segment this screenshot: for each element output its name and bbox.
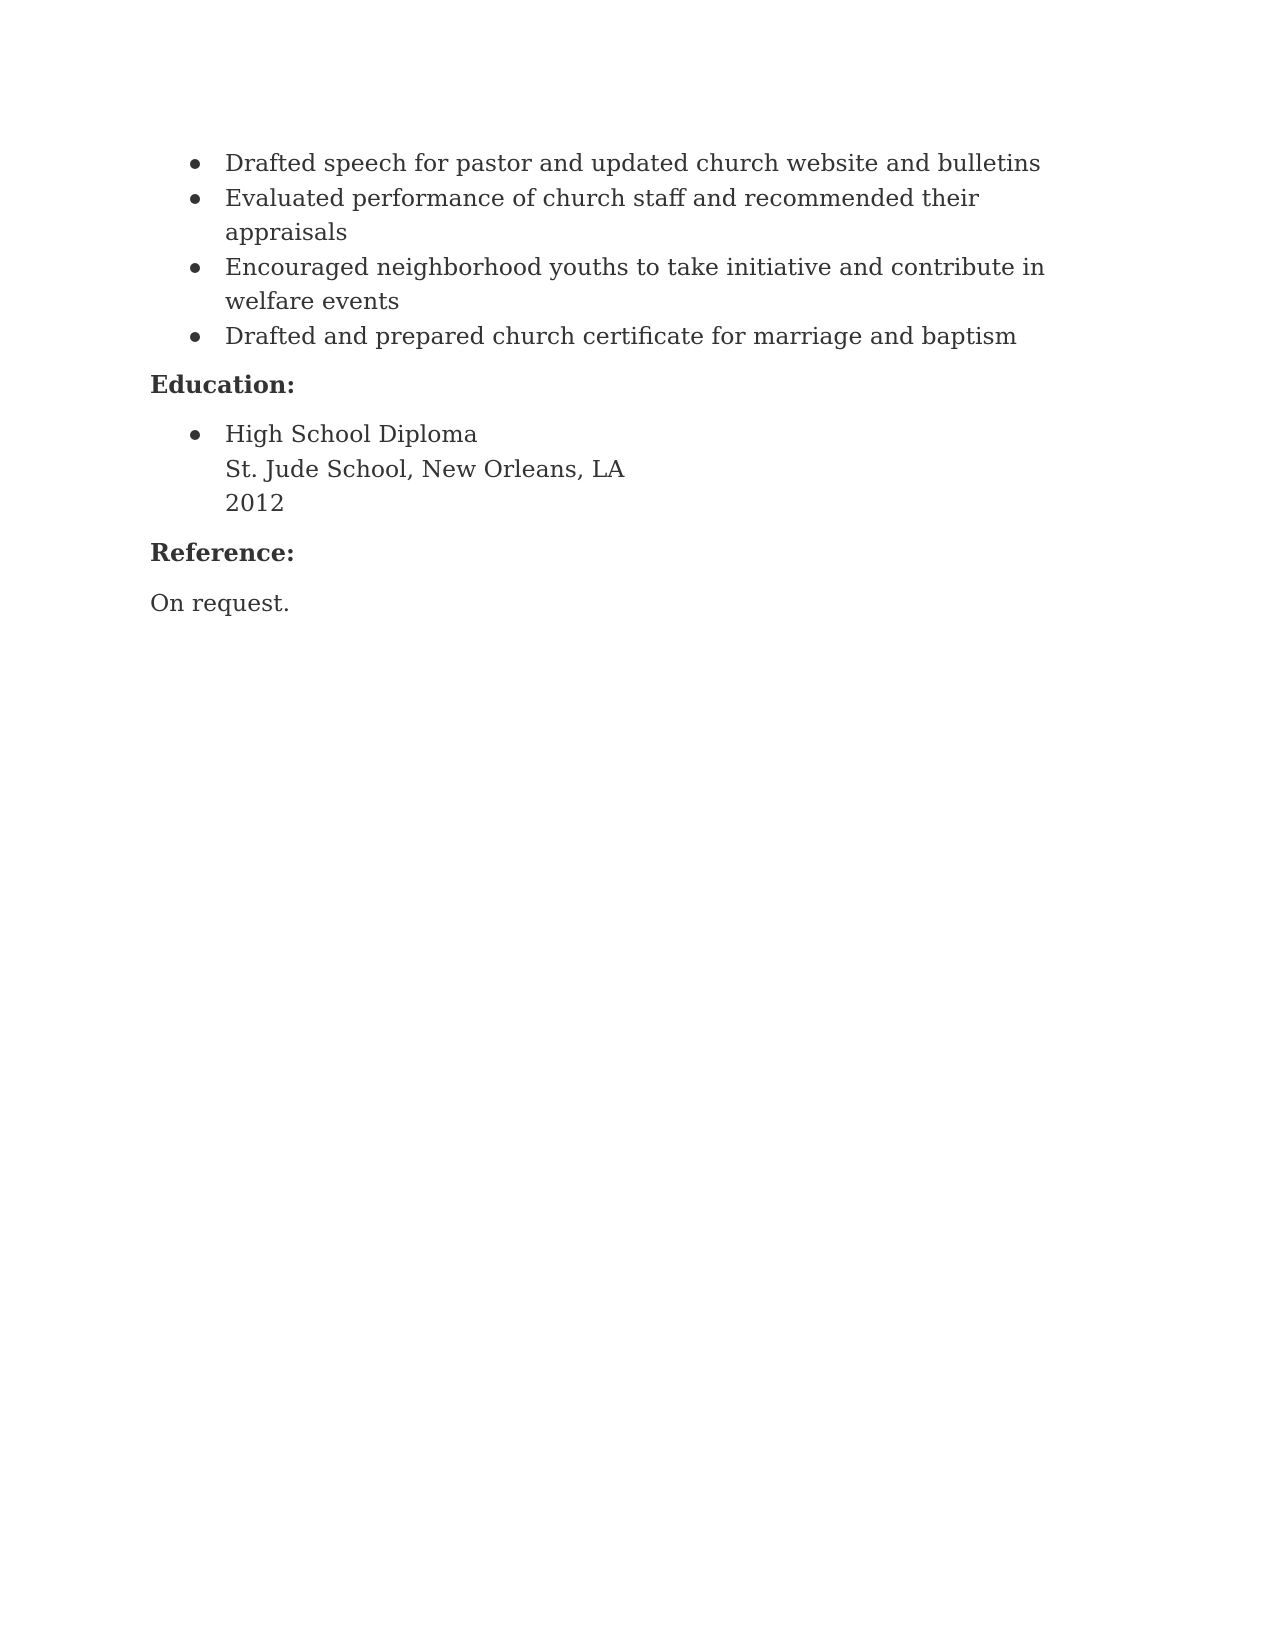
education-item (150, 417, 1080, 521)
experience-bullet-item (150, 319, 1080, 354)
experience-bullet-item (150, 250, 1080, 319)
experience-bullet-item (150, 181, 1080, 250)
education-degree: High School Diploma (225, 420, 478, 448)
reference-heading: Reference: (150, 537, 295, 567)
bullet-icon (190, 263, 200, 273)
experience-bullet-text: Drafted speech for pastor and updated church website and bulletins (225, 149, 1041, 177)
experience-bullet-text: Encouraged neighborhood youths to take initiative and contribute in welfare events (225, 252, 1046, 315)
education-school: St. Jude School, New Orleans, LA (225, 454, 625, 483)
bullet-icon (190, 332, 200, 342)
bullet-icon (190, 194, 200, 204)
education-list (150, 417, 1080, 521)
bullet-icon (190, 159, 200, 169)
bullet-icon (190, 430, 200, 440)
experience-bullet-text: Evaluated performance of church staff and recommended their appraisals (225, 183, 980, 246)
education-year: 2012 (225, 489, 285, 517)
reference-text: On request. (150, 588, 291, 617)
resume-page (150, 146, 1080, 620)
experience-bullet-list (150, 146, 1080, 353)
experience-bullet-item (150, 146, 1080, 181)
experience-bullet-text: Drafted and prepared church certificate for marriage and baptism (225, 321, 1017, 350)
education-heading: Education: (150, 370, 296, 399)
